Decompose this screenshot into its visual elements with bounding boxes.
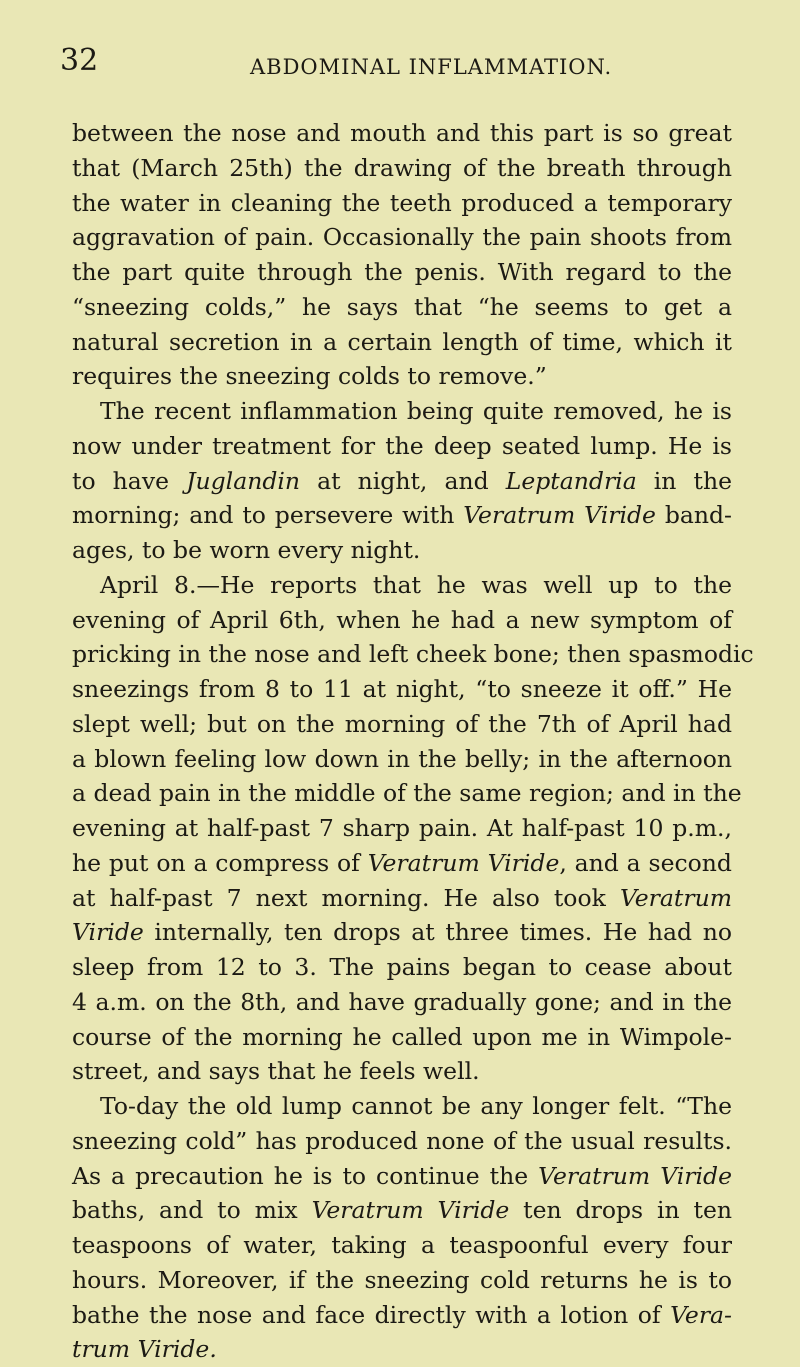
text-line: To-day the old lump cannot be any longer felt. “The bbox=[100, 1092, 732, 1120]
text-line: street, and says that he feels well. bbox=[72, 1057, 480, 1086]
text-line: slept well; but on the morning of the 7th of April had bbox=[72, 709, 732, 738]
text-line: bathe the nose and face directly with a lotion of Vera- bbox=[72, 1300, 732, 1329]
text-line: the water in cleaning the teeth produced a temporary bbox=[72, 188, 732, 217]
text-line: As a precaution he is to continue the Veratrum Viride bbox=[72, 1161, 733, 1190]
text-line: course of the morning he called upon me in Wimpole- bbox=[72, 1022, 732, 1051]
body-text bbox=[72, 116, 754, 1367]
text-line: a blown feeling low down in the belly; in the afternoon bbox=[72, 744, 732, 773]
text-line: ages, to be worn every night. bbox=[72, 536, 421, 564]
page-number: 32 bbox=[60, 43, 99, 78]
text-line: baths, and to mix Veratrum Viride ten drops in ten bbox=[72, 1196, 733, 1225]
text-line: sleep from 12 to 3. The pains began to cease about bbox=[72, 953, 732, 981]
text-line: between the nose and mouth and this part is so great bbox=[72, 119, 732, 147]
text-line: trum Viride. bbox=[72, 1335, 217, 1364]
text-line: Viride internally, ten drops at three times. He had no bbox=[72, 918, 732, 947]
running-title: ABDOMINAL INFLAMMATION. bbox=[250, 55, 613, 79]
page-header bbox=[60, 44, 760, 88]
text-line: requires the sneezing colds to remove.” bbox=[72, 362, 547, 391]
text-line: sneezing cold” has produced none of the usual results. bbox=[72, 1126, 732, 1155]
text-line: 4 a.m. on the 8th, and have gradually gone; and in the bbox=[72, 987, 732, 1016]
text-line: “sneezing colds,” he says that “he seems to get a bbox=[72, 292, 732, 321]
text-line: teaspoons of water, taking a teaspoonful every four bbox=[72, 1231, 732, 1259]
text-line: now under treatment for the deep seated lump. He is bbox=[72, 431, 732, 460]
text-line: aggravation of pain. Occasionally the pain shoots from bbox=[72, 223, 732, 252]
text-line: at half-past 7 next morning. He also took Veratrum bbox=[72, 883, 732, 912]
text-line: hours. Moreover, if the sneezing cold returns he is to bbox=[72, 1265, 732, 1294]
text-line: The recent inflammation being quite removed, he is bbox=[100, 397, 732, 425]
text-line: a dead pain in the middle of the same region; and in the bbox=[72, 779, 742, 808]
text-line: natural secretion in a certain length of time, which it bbox=[72, 327, 732, 356]
text-line: the part quite through the penis. With regard to the bbox=[72, 258, 732, 286]
text-line: to have Juglandin at night, and Leptandria in the bbox=[72, 466, 732, 495]
text-line: April 8.—He reports that he was well up to the bbox=[100, 570, 732, 599]
text-line: sneezings from 8 to 11 at night, “to sneeze it off.” He bbox=[72, 675, 732, 703]
text-line: that (March 25th) the drawing of the breath through bbox=[72, 153, 732, 182]
text-line: he put on a compress of Veratrum Viride, and a second bbox=[72, 848, 732, 877]
text-line: pricking in the nose and left cheek bone; then spasmodic bbox=[72, 640, 754, 669]
text-line: evening of April 6th, when he had a new symptom of bbox=[72, 605, 732, 634]
text-line: evening at half-past 7 sharp pain. At half-past 10 p.m., bbox=[72, 814, 732, 842]
text-line: morning; and to persevere with Veratrum Viride band- bbox=[72, 501, 732, 530]
